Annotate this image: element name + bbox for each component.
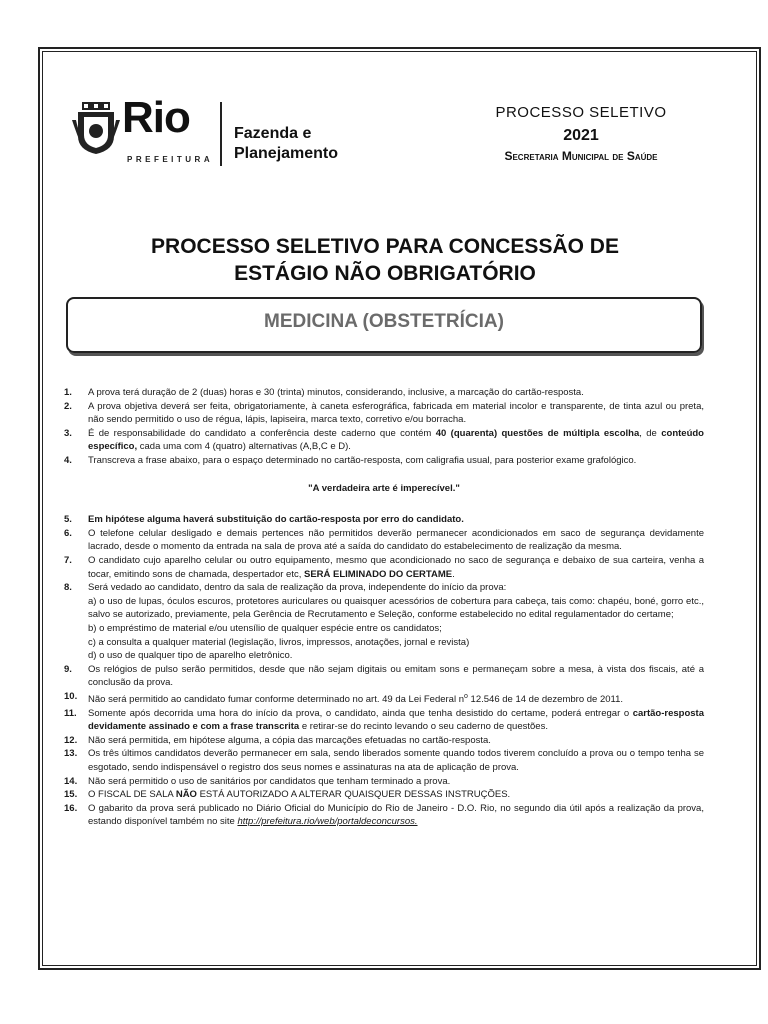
page-title	[60, 233, 710, 287]
item-text	[88, 427, 704, 454]
secretaria-label: Secretaria Municipal de Saúde	[504, 149, 658, 163]
sub-item: d) o uso de qualquer tipo de aparelho eletrônico.	[88, 650, 293, 662]
list-item	[64, 513, 704, 527]
item-text: Os relógios de pulso serão permitidos, desde que não sejam digitais ou emitam sons e permaneçam sobre a mesa, à vista dos fiscais, até a conclusão da prova.	[88, 663, 704, 689]
item-text: Não será permitida, em hipótese alguma, a cópia das marcações efetuadas no cartão-resposta.	[88, 734, 491, 746]
list-item	[64, 734, 704, 748]
item-number: 14.	[64, 775, 78, 787]
sub-item: b) o empréstimo de material e/ou utensílio de qualquer espécie entre os candidatos;	[88, 622, 442, 634]
item-number: 13.	[64, 748, 78, 760]
item-number: 7.	[64, 554, 72, 566]
text-run: .	[452, 568, 455, 580]
list-item	[64, 707, 704, 734]
logo-rio-text: Rio	[122, 93, 190, 142]
subject-box	[66, 297, 702, 353]
exam-header-info	[470, 104, 692, 163]
list-item	[64, 527, 704, 554]
transcription-phrase: "A verdadeira arte é imperecível."	[308, 482, 460, 494]
text-run-bold: cartão-resposta devidamente assinado e com a frase transcrita	[88, 707, 704, 733]
list-item	[64, 454, 704, 468]
text-run-bold: NÃO	[175, 789, 197, 801]
item-text	[88, 788, 704, 802]
item-text: O telefone celular desligado e demais pertences não permitidos deverão permanecer acondicionados em saco de segurança devidamente lacrado, desde o momento da entrada na sala de prova até a saída do candidato do estabelecimento de realização da mesma.	[88, 527, 704, 553]
logo-department	[234, 124, 338, 164]
item-number: 1.	[64, 387, 72, 398]
item-text	[88, 554, 704, 581]
list-item	[64, 802, 704, 829]
text-run: Somente após decorrida uma hora do início da prova, o candidato, ainda que tenha desistido do certame, poderá entregar o	[88, 707, 633, 719]
portal-link[interactable]: http://prefeitura.rio/web/portaldeconcursos.	[237, 816, 418, 828]
list-item	[64, 690, 704, 707]
sub-item: c) a consulta a qualquer material (legislação, livros, impressos, anotações, jornal e revista)	[88, 636, 470, 648]
list-item	[64, 400, 704, 427]
item-number: 15.	[64, 789, 78, 801]
text-run: , de	[639, 427, 662, 439]
item-number: 12.	[64, 734, 78, 746]
text-run: É de responsabilidade do candidato a conferência deste caderno que contém	[88, 427, 436, 439]
item-text	[88, 802, 704, 829]
page-title-line2: ESTÁGIO NÃO OBRIGATÓRIO	[234, 262, 536, 285]
text-run-bold: 40 (quarenta) questões de múltipla escolha	[435, 427, 640, 439]
item-text: Será vedado ao candidato, dentro da sala de realização da prova, independente do início da prova:	[88, 582, 507, 594]
text-superscript: o	[464, 692, 468, 700]
item-number: 6.	[64, 527, 72, 539]
list-item	[64, 747, 704, 774]
item-number: 8.	[64, 582, 72, 594]
text-run: cada uma com 4 (quatro) alternativas (A,B,C e D).	[137, 441, 351, 453]
item-text: A prova terá duração de 2 (duas) horas e 30 (trinta) minutos, considerando, inclusive, a marcação do cartão-resposta.	[88, 387, 584, 398]
item-text: Em hipótese alguma haverá substituição do cartão-resposta por erro do candidato.	[88, 514, 464, 526]
item-number: 4.	[64, 454, 72, 466]
logo-department-line1: Fazenda e	[234, 125, 312, 142]
text-run: O FISCAL DE SALA	[88, 789, 176, 801]
logo-department-line2: Planejamento	[234, 145, 339, 162]
item-number: 3.	[64, 427, 72, 439]
text-run-bold: conteúdo específico,	[88, 427, 704, 453]
item-text: A prova objetiva deverá ser feita, obrigatoriamente, à caneta esferográfica, fabricada em material incolor e transparente, de tinta azul ou preta, não sendo permitido o uso de régua, lápis, lapiseira, marca texto, corretivo e/ou borracha.	[88, 400, 704, 426]
list-item	[64, 581, 704, 595]
item-text: Os três últimos candidatos deverão permanecer em sala, sendo liberados somente quando todos tiverem concluído a prova ou o tempo tenha se esgotado, sendo indispensável o registro dos seus nomes e assinaturas na ata de aplicação de prova.	[88, 748, 704, 773]
item-text	[88, 690, 704, 707]
list-item	[64, 663, 704, 690]
item-number: 10.	[64, 690, 78, 702]
text-run: O candidato cujo aparelho celular ou outro equipamento, mesmo que acondicionado no saco de segurança e debaixo de sua carteira, venha a tocar, emitindo sons de chamada, despertador etc,	[88, 554, 704, 580]
subject-title: MEDICINA (OBSTETRÍCIA)	[264, 311, 504, 332]
text-run: 12.546 de 14 de dezembro de 2011.	[467, 694, 624, 706]
item-number: 5.	[64, 514, 72, 526]
item-number: 9.	[64, 663, 72, 675]
item-text: Não será permitido o uso de sanitários por candidatos que tenham terminado a prova.	[88, 775, 451, 787]
text-run: O gabarito da prova será publicado no Diário Oficial do Município do Rio de Janeiro - D.O. Rio, no segundo dia útil após a realização da prova, estando disponível também no site	[88, 802, 704, 828]
item-text: Transcreva a frase abaixo, para o espaço determinado no cartão-resposta, com caligrafia usual, para posterior exame grafológico.	[88, 454, 637, 466]
logo-prefeitura-text: PREFEITURA	[127, 155, 214, 164]
prefeitura-logo	[72, 93, 362, 170]
item-number: 2.	[64, 400, 72, 412]
item-text	[88, 707, 704, 734]
process-label: PROCESSO SELETIVO	[495, 104, 667, 121]
logo-divider	[220, 102, 222, 166]
text-run: ESTÁ AUTORIZADO A ALTERAR QUAISQUER DESSAS INSTRUÇÕES.	[196, 789, 511, 801]
list-item	[64, 554, 704, 581]
exam-year: 2021	[563, 127, 599, 144]
text-run: e retirar-se do recinto levando o seu caderno de questões.	[299, 721, 548, 733]
list-item	[64, 775, 704, 789]
list-item	[64, 386, 704, 400]
sub-item: a) o uso de lupas, óculos escuros, protetores auriculares ou quaisquer acessórios de cobertura para cabeça, tais como: chapéu, boné, gorro etc., salvo se autorizado, previamente, pela Gerência de Recrutamento e Seleção, conforme estabelecido no edital regulamentador do certame;	[88, 595, 704, 621]
instructions-list	[64, 386, 704, 829]
page-title-line1: PROCESSO SELETIVO PARA CONCESSÃO DE	[151, 235, 619, 258]
item-number: 11.	[64, 707, 77, 719]
city-crest-icon	[72, 102, 120, 156]
list-item	[64, 427, 704, 454]
text-run: Não será permitido ao candidato fumar conforme determinado no art. 49 da Lei Federal n	[88, 694, 464, 706]
list-item	[64, 788, 704, 802]
text-run-bold: SERÁ ELIMINADO DO CERTAME	[304, 568, 453, 580]
item-number: 16.	[64, 802, 78, 814]
